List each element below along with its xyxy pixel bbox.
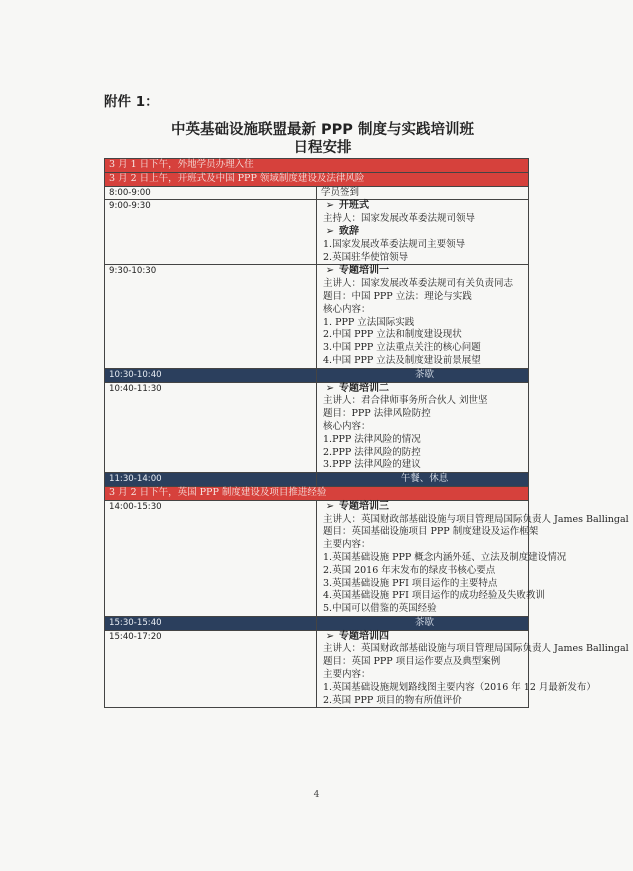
content-line: 主讲人：君合律师事务所合伙人 刘世坚 (323, 395, 488, 407)
break-row (105, 368, 529, 382)
content-line: 3.中国 PPP 立法重点关注的核心问题 (323, 342, 481, 354)
content-line: 主讲人：英国财政部基础设施与项目管理局国际负责人 James Ballingal (323, 513, 629, 525)
content-line: 题目：英国 PPP 项目运作要点及典型案例 (323, 656, 501, 668)
content-line: 核心内容： (323, 420, 371, 432)
arrow-bullet-icon: ➢ (325, 630, 335, 642)
content-line: 核心内容： (323, 303, 371, 315)
table-row (105, 500, 529, 616)
break-label: 茶歇 (317, 616, 529, 630)
time-cell: 9:00-9:30 (105, 200, 317, 265)
annex-label: 附件 1： (104, 94, 159, 110)
content-line: 3.英国基础设施 PFI 项目运作的主要特点 (323, 577, 498, 589)
content-line: 1. PPP 立法国际实践 (323, 316, 415, 328)
content-line: 4.英国基础设施 PFI 项目运作的成功经验及失败教训 (323, 590, 545, 602)
content-line: 1.国家发展改革委法规司主要领导 (323, 238, 466, 250)
table-row (105, 630, 529, 708)
arrow-bullet-icon: ➢ (325, 265, 335, 277)
arrow-bullet-icon: ➢ (325, 382, 335, 394)
content-line: 2.中国 PPP 立法和制度建设现状 (323, 329, 462, 341)
arrow-bullet-icon: ➢ (325, 225, 335, 237)
arrow-bullet-icon: ➢ (325, 500, 335, 512)
document-subtitle: 日程安排 (293, 140, 352, 156)
section-header: 3 月 2 日上午，开班式及中国 PPP 领域制度建设及法律风险 (105, 172, 529, 186)
session-heading: ➢ 专题培训四 (321, 631, 528, 644)
document-title: 中英基础设施联盟最新 PPP 制度与实践培训班 (171, 122, 474, 138)
section-header: 3 月 2 日下午，英国 PPP 制度建设及项目推进经验 (105, 486, 529, 500)
content-line: 主持人：国家发展改革委法规司领导 (323, 213, 476, 225)
content-line: 2.英国 2016 年末发布的绿皮书核心要点 (323, 564, 496, 576)
session-heading: ➢ 专题培训三 (321, 501, 528, 514)
content-cell: 学员签到 (317, 186, 529, 200)
session-heading: ➢ 致辞 (321, 226, 528, 239)
section-header: 3 月 1 日下午，外地学员办理入住 (105, 159, 529, 173)
content-cell (317, 265, 529, 368)
section-header-row (105, 159, 529, 173)
time-cell: 14:00-15:30 (105, 500, 317, 616)
content-line: 4.中国 PPP 立法及制度建设前景展望 (323, 354, 481, 366)
session-heading: ➢ 专题培训一 (321, 265, 528, 278)
content-cell (317, 500, 629, 616)
content-cell (317, 630, 629, 708)
arrow-bullet-icon: ➢ (325, 200, 335, 212)
content-cell (317, 200, 529, 265)
page-number: 4 (313, 790, 320, 800)
break-row (105, 616, 529, 630)
session-heading: ➢ 开班式 (321, 200, 528, 213)
schedule-table (104, 158, 629, 708)
content-line: 题目：英国基础设施项目 PPP 制度建设及运作框架 (323, 526, 539, 538)
table-row (105, 200, 529, 265)
time-cell: 10:40-11:30 (105, 382, 317, 473)
table-row (105, 382, 529, 473)
content-cell (317, 382, 529, 473)
content-line: 3.PPP 法律风险的建议 (323, 459, 421, 471)
table-row (105, 186, 529, 200)
section-header-row (105, 172, 529, 186)
content-line: 主要内容： (323, 669, 371, 681)
content-line: 5.中国可以借鉴的英国经验 (323, 603, 437, 615)
break-label: 午餐、休息 (317, 473, 529, 487)
content-line: 1.英国基础设施规划路线图主要内容（2016 年 12 月最新发布） (323, 681, 596, 693)
break-label: 茶歇 (317, 368, 529, 382)
section-header-row (105, 486, 529, 500)
content-line: 2.英国 PPP 项目的物有所值评价 (323, 694, 462, 706)
time-cell: 10:30-10:40 (105, 368, 317, 382)
content-line: 主要内容： (323, 539, 371, 551)
content-line: 1.英国基础设施 PPP 概念内涵外延、立法及制度建设情况 (323, 551, 567, 563)
time-cell: 8:00-9:00 (105, 186, 317, 200)
break-row (105, 473, 529, 487)
content-line: 2.PPP 法律风险的防控 (323, 446, 421, 458)
content-line: 题目：中国 PPP 立法：理论与实践 (323, 290, 472, 302)
time-cell: 9:30-10:30 (105, 265, 317, 368)
content-line: 主讲人：英国财政部基础设施与项目管理局国际负责人 James Ballingal (323, 643, 629, 655)
content-line: 主讲人：国家发展改革委法规司有关负责同志 (323, 278, 514, 290)
content-line: 题目：PPP 法律风险防控 (323, 408, 431, 420)
session-heading: ➢ 专题培训二 (321, 383, 528, 396)
time-cell: 11:30-14:00 (105, 473, 317, 487)
time-cell: 15:40-17:20 (105, 630, 317, 708)
table-row (105, 265, 529, 368)
content-line: 1.PPP 法律风险的情况 (323, 433, 421, 445)
time-cell: 15:30-15:40 (105, 616, 317, 630)
content-line: 2.英国驻华使馆领导 (323, 251, 409, 263)
